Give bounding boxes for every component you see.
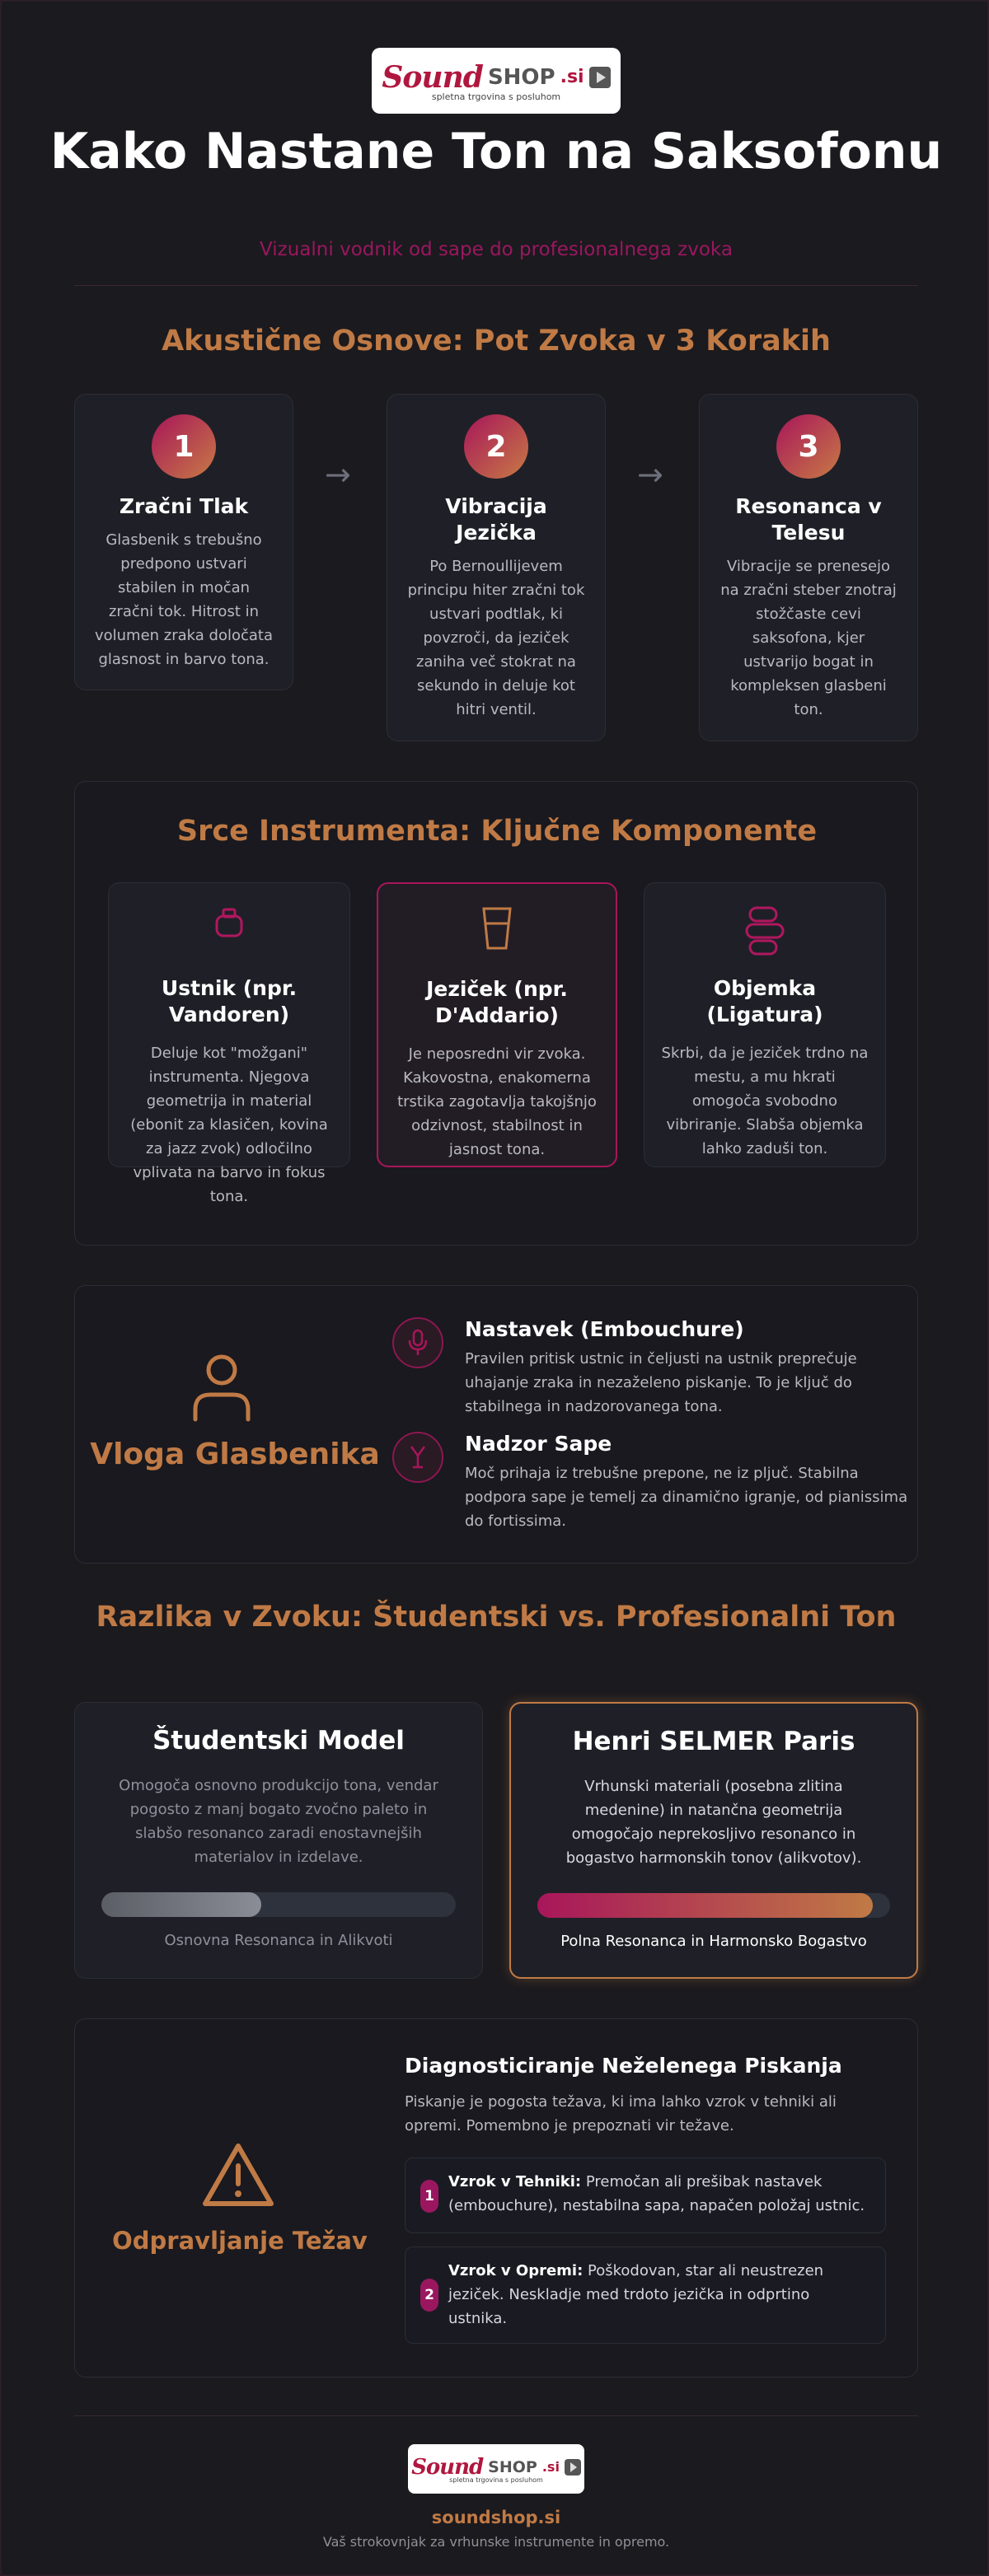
pro-model-card [509,1702,918,1979]
cause-desc: Premočan ali prešibak nastavek (embouchure), nestabilna sapa, napačen položaj ustnic. [448,2173,865,2214]
cause-label: Vzrok v Opremi: [448,2262,584,2279]
musician-item-breath [392,1432,908,1531]
cause-desc: Poškodovan, star ali neustrezen jeziček. Neskladje med trdoto jezička in odprtino ustnika. [448,2262,824,2327]
step-number: 3 [776,414,841,479]
troubleshooting-heading: Diagnosticiranje Neželenega Piskanja [405,2054,842,2078]
step-number: 1 [152,414,216,479]
component-title: Ustnik (npr. Vandoren) [161,976,298,1026]
ligature-icon [644,905,885,954]
musician-title: Vloga Glasbenika [90,1438,380,1471]
microphone-icon [392,1317,443,1368]
step-text: Vibracije se prenesejo na zračni steber znotraj stožčaste cevi saksofona, kjer ustvarijo bogat in kompleksen glasbeni ton. [720,558,897,718]
component-card-ligature [644,882,886,1167]
play-icon [589,67,611,88]
mouthpiece-icon [109,905,349,954]
troubleshooting-title: Odpravljanje Težav [112,2227,368,2255]
logo-text-shop: SHOP [488,2457,537,2476]
step-title: Zračni Tlak [119,494,249,518]
acoustics-title: Akustične Osnove: Pot Zvoka v 3 Korakih [162,325,831,358]
logo-text-sound: Sound [382,59,483,95]
reed-icon [378,905,616,955]
step-card-1 [74,394,293,690]
footer-site-link[interactable]: soundshop.si [431,2508,561,2527]
breath-icon [392,1432,443,1483]
soundshop-logo[interactable] [372,48,621,114]
divider [74,285,918,286]
logo-text-shop: SHOP [487,64,555,90]
cause-text [448,2170,869,2218]
component-card-mouthpiece [108,882,350,1205]
cause-item-equipment [405,2246,886,2344]
comparison-title: Razlika v Zvoku: Študentski vs. Profesionalni Ton [96,1601,897,1634]
footer-tagline: Vaš strokovnjak za vrhunske instrumente in opremo. [322,2534,670,2550]
component-text: Deluje kot "možgani" instrumenta. Njegova geometrija in material (ebonit za klasičen, kovina za jazz zvok) odločilno vplivata na barvo in fokus tona. [130,1045,328,1205]
step-text: Glasbenik s trebušno predpono ustvari stabilen in močan zračni tok. Hitrost in volumen zraka določata glasnost in barvo tona. [94,531,274,668]
page-title: Kako Nastane Ton na Saksofonu [49,123,943,180]
components-title: Srce Instrumenta: Ključne Komponente [176,815,818,848]
logo-text-si: .si [560,67,584,87]
user-icon [190,1352,253,1426]
student-model-card [74,1702,483,1979]
musician-item-text: Moč prihaja iz trebušne prepone, ne iz pljuč. Stabilna podpora sape je temelj za dinamično igranje, od pianissima do fortissima. [465,1465,908,1530]
resonance-bar-label: Osnovna Resonanca in Alikvoti [164,1932,393,1949]
musician-item-title: Nastavek (Embouchure) [465,1317,744,1341]
arrow-right-icon: → [637,456,663,493]
musician-item-title: Nadzor Sape [465,1432,612,1456]
model-title: Henri SELMER Paris [572,1727,855,1756]
musician-item-text: Pravilen pritisk ustnic in čeljusti na ustnik preprečuje uhajanje zraka in nezaželeno piskanje. To je ključ do stabilnega in nadzorovanega tona. [465,1350,857,1415]
cause-text [448,2259,869,2331]
cause-item-technique [405,2158,886,2233]
cause-label: Vzrok v Tehniki: [448,2173,582,2190]
logo-tagline: spletna trgovina s posluhom [449,2475,543,2484]
component-title: Jeziček (npr. D'Addario) [426,977,568,1027]
step-card-3 [699,394,918,741]
resonance-bar-student [101,1892,456,1917]
resonance-bar-fill [537,1893,873,1918]
resonance-bar-label: Polna Resonanca in Harmonsko Bogastvo [560,1933,867,1950]
logo-text-sound: Sound [411,2454,484,2480]
footer-logo[interactable] [408,2444,584,2494]
cause-number: 1 [420,2180,438,2213]
logo-text-si: .si [541,2459,560,2475]
component-title: Objemka (Ligatura) [706,976,823,1026]
step-card-2 [387,394,606,741]
components-panel [74,781,918,1246]
resonance-bar-fill [101,1892,261,1917]
troubleshooting-intro: Piskanje je pogosta težava, ki ima lahko vzrok v tehniki ali opremi. Pomembno je prepoznati vir težave. [405,2093,837,2134]
step-title: Resonanca v Telesu [735,494,882,545]
component-card-reed [377,882,617,1167]
divider [74,2415,918,2416]
resonance-bar-pro [537,1893,890,1918]
model-text: Vrhunski materiali (posebna zlitina medenine) in natančna geometrija omogočajo neprekosljivo resonanco in bogastvo harmonskih tonov (alikvotov). [565,1778,862,1867]
troubleshooting-panel [74,2018,918,2377]
step-text: Po Bernoullijevem principu hiter zračni tok ustvari podtlak, ki povzroči, da jeziček zaniha več stokrat na sekundo in deluje kot hitri ventil. [407,558,585,718]
play-icon [565,2459,581,2475]
page-subtitle: Vizualni vodnik od sape do profesionalnega zvoka [260,239,733,260]
step-number: 2 [464,414,528,479]
component-text: Skrbi, da je jeziček trdno na mestu, a mu hkrati omogoča svobodno vibriranje. Slabša objemka lahko zaduši ton. [661,1045,869,1157]
component-text: Je neposredni vir zvoka. Kakovostna, enakomerna trstika zagotavlja takojšnjo odzivnost, stabilnost in jasnost tona. [397,1045,597,1158]
warning-icon [200,2141,276,2212]
arrow-right-icon: → [325,456,351,493]
cause-number: 2 [420,2279,438,2312]
model-title: Študentski Model [152,1726,405,1756]
model-text: Omogoča osnovno produkcijo tona, vendar pogosto z manj bogato zvočno paleto in slabšo resonanco zaradi enostavnejših materialov in izdelave. [119,1777,438,1866]
musician-item-embouchure [392,1317,903,1416]
step-title: Vibracija Jezička [445,494,547,545]
logo-tagline: spletna trgovina s posluhom [431,91,561,102]
